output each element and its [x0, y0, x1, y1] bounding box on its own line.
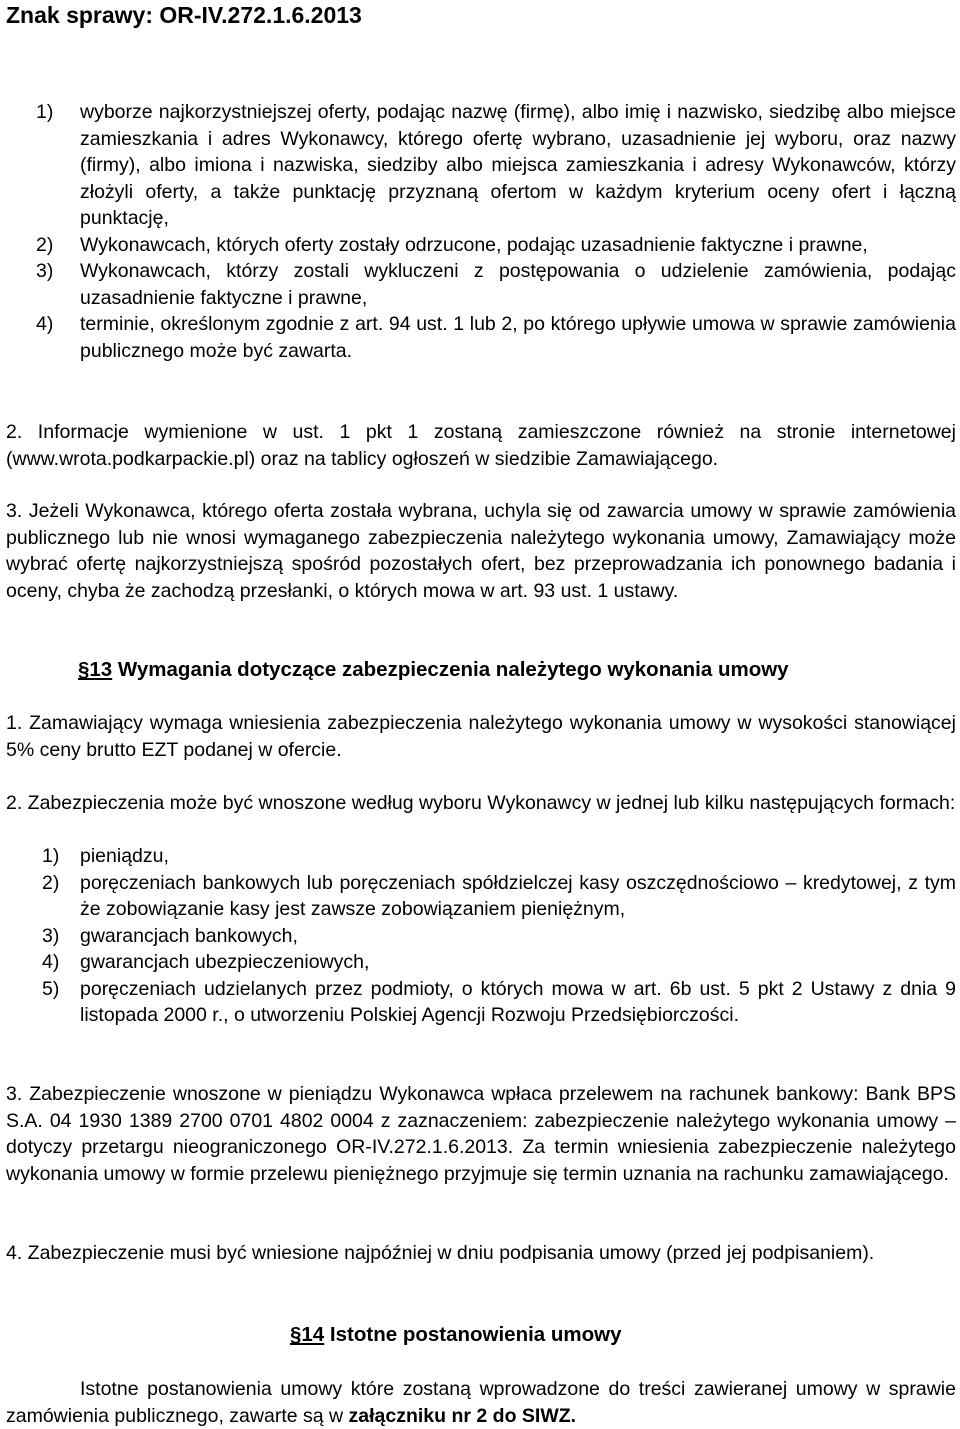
list-item — [6, 923, 956, 950]
list-number: 5) — [42, 977, 60, 1000]
award-notice-list — [6, 99, 956, 364]
list-item — [6, 99, 956, 232]
list-number: 3) — [36, 260, 54, 282]
list-item — [6, 870, 956, 923]
list-number: 4) — [36, 313, 54, 335]
paragraph-3: 3. Jeżeli Wykonawca, którego oferta została wybrana, uchyla się od zawarcia umowy w sprawie zamówienia publicznego lub nie wnosi wymaganego zabezpieczenia należytego wykonania umowy, Zamawiający może wybrać ofertę najkorzystniejszą spośród pozostałych ofert, bez przeprowadzania ich ponownego badania i oceny, chyba że zachodzą przesłanki, o których mowa w art. 93 ust. 1 ustawy. — [6, 500, 956, 602]
section-14-heading — [290, 1322, 622, 1348]
attachment-reference: załączniku nr 2 do SIWZ. — [348, 1404, 577, 1427]
list-number: 2) — [36, 233, 54, 256]
list-text: pieniądzu, — [80, 845, 169, 867]
list-number: 1) — [36, 101, 54, 123]
section-number: 13 — [89, 658, 113, 681]
section-title: Istotne postanowienia umowy — [329, 1323, 622, 1346]
list-text: poręczeniach bankowych lub poręczeniach spółdzielczej kasy oszczędnościowo – kredytowej, z tym że zobowiązanie kasy jest zawsze zobowiązaniem pieniężnym, — [80, 871, 956, 920]
list-item — [6, 976, 956, 1029]
list-text: Wykonawcach, którzy zostali wykluczeni z postępowania o udzielenie zamówienia, podając uzasadnienie faktyczne i prawne, — [80, 260, 956, 309]
list-number: 3) — [42, 924, 60, 947]
list-text: wyborze najkorzystniejszej oferty, podając nazwę (firmę), albo imię i nazwisko, siedzibę albo miejsce zamieszkania i adres Wykonawcy, którego ofertę wybrano, uzasadnienie jej wyboru, oraz nazwy (firmy), albo imiona i nazwiska, siedziby albo miejsca zamieszkania i adresy Wykonawców, którzy złożyli oferty, a także punktację przyznaną ofertom w każdym kryterium oceny ofert i łączną punktację, — [80, 101, 956, 229]
list-item — [6, 843, 956, 870]
s13-paragraph-4: 4. Zabezpieczenie musi być wniesione najpóźniej w dniu podpisania umowy (przed jej podpisaniem). — [6, 1242, 875, 1264]
security-forms-list — [6, 843, 956, 1029]
list-text: gwarancjach bankowych, — [80, 924, 298, 947]
s14-text: Istotne postanowienia umowy które zostaną wprowadzone do treści zawieranej umowy w sprawie zamówienia publicznego, zawarte są w — [6, 1378, 956, 1427]
list-item — [6, 949, 956, 976]
section-symbol: § — [78, 658, 90, 681]
section-symbol: § — [290, 1323, 302, 1346]
list-number: 2) — [42, 871, 60, 894]
s13-paragraph-2: 2. Zabezpieczenia może być wnoszone według wyboru Wykonawcy w jednej lub kilku następujących formach: — [6, 792, 956, 814]
section-number: 14 — [301, 1323, 325, 1346]
case-number-header: Znak sprawy: OR-IV.272.1.6.2013 — [6, 2, 362, 28]
paragraph-2: 2. Informacje wymienione w ust. 1 pkt 1 zostaną zamieszczone również na stronie internetowej (www.wrota.podkarpackie.pl) oraz na tablicy ogłoszeń w siedzibie Zamawiającego. — [6, 421, 956, 470]
list-text: gwarancjach ubezpieczeniowych, — [80, 951, 370, 973]
s13-paragraph-3: 3. Zabezpieczenie wnoszone w pieniądzu Wykonawca wpłaca przelewem na rachunek bankowy: Bank BPS S.A. 04 1930 1389 2700 0701 4802 0004 z zaznaczeniem: zabezpieczenie należytego wykonania umowy – dotyczy przetargu nieograniczonego OR-IV.272.1.6.2013. Za termin wniesienia zabezpieczenie należytego wykonania umowy w formie przelewu pieniężnego przyjmuje się termin uznania na rachunku zamawiającego. — [6, 1083, 956, 1185]
list-text: terminie, określonym zgodnie z art. 94 ust. 1 lub 2, po którego upływie umowa w sprawie zamówienia publicznego może być zawarta. — [80, 313, 956, 362]
list-text: poręczeniach udzielanych przez podmioty, o których mowa w art. 6b ust. 5 pkt 2 Ustawy z dnia 9 listopada 2000 r., o utworzeniu Polskiej Agencji Rozwoju Przedsiębiorczości. — [80, 977, 956, 1026]
section-13-heading — [78, 657, 789, 683]
s13-paragraph-1: 1. Zamawiający wymaga wniesienia zabezpieczenia należytego wykonania umowy w wysokości stanowiącej 5% ceny brutto EZT podanej w ofercie. — [6, 712, 956, 761]
list-text: Wykonawcach, których oferty zostały odrzucone, podając uzasadnienie faktyczne i prawne, — [80, 233, 868, 256]
s14-paragraph — [6, 1376, 956, 1429]
list-number: 4) — [42, 951, 60, 973]
list-item — [6, 258, 956, 311]
list-item — [6, 232, 956, 259]
section-title: Wymagania dotyczące zabezpieczenia należytego wykonania umowy — [117, 658, 789, 681]
list-item — [6, 311, 956, 364]
list-number: 1) — [42, 845, 60, 867]
